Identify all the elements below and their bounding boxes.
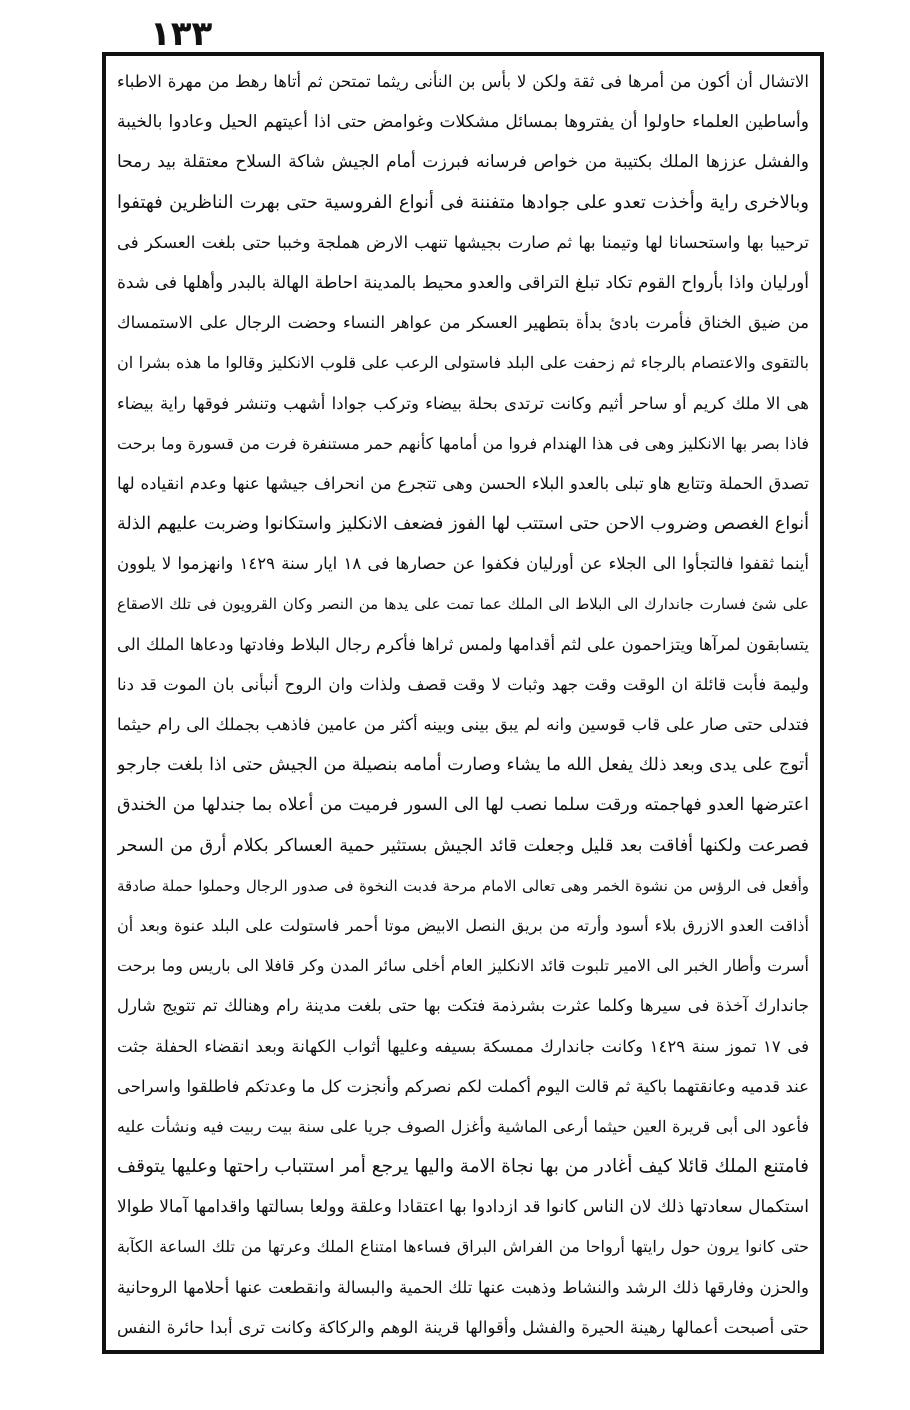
text-line: فى ١٧ تموز سنة ١٤٢٩ وكانت جاندارك ممسكة بسيفه وعليها أثواب الكهانة وبعد انقضاء الحفلة جثت	[117, 1036, 809, 1056]
text-line: بالتقوى والاعتصام بالرجاء ثم زحفت على البلد فاستولى الرعب على قلوب الانكليز وقالوا ما هذه بشرا ان	[117, 353, 809, 373]
text-line: استكمال سعادتها ذلك لان الناس كانوا قد ازدادوا بها اعتقادا وعلقة وولعا بسالتها واقدامها آمالا طوالا	[117, 1197, 809, 1218]
text-line: فصرعت ولكنها أفاقت بعد قليل وجعلت قائد الجيش بستثير حمية العساكر بكلام أرق من السحر	[117, 835, 809, 856]
text-line: أتوج على يدى وبعد ذلك يفعل الله ما يشاء وصارت أمامه بنصيلة من الجيش حتى اذا بلغت جارجو	[117, 755, 809, 776]
text-line: أسرت وأطار الخبر الى الامير تلبوت قائد الانكليز العام أخلى سائر المدن وكر قافلا الى باريس وما برحت	[117, 956, 809, 976]
text-line: هى الا ملك كريم أو ساحر أثيم وكانت ترتدى بحلة بيضاء وتركب جوادا أشهب وتنشر فوقها راية بيضاء	[117, 393, 809, 413]
text-line: جاندارك آخذة فى سيرها وكلما عثرت بشرذمة فتكت بها حتى بلغت مدينة رام وهنالك تم تتويج شارل	[117, 996, 809, 1016]
text-line: ترحيبا بها واستحسانا لها وتيمنا بها ثم صارت بجيشها تنهب الارض هملجة وخببا حتى بلغت العسكر فى	[117, 232, 809, 252]
text-line: والفشل عززها الملك بكتيبة من خواص فرسانه فبرزت أمام الجيش شاكة السلاح معتقلة بيد رمحا	[117, 152, 809, 173]
text-line: أذاقت العدو الازرق بلاء أسود وأرته من بريق النصل الابيض موتا أحمر فاستولت على البلد عنوة وبعد أن	[117, 915, 809, 935]
text-line: أورليان واذا بأرواح القوم تكاد تبلغ التراقى والعدو محيط بالمدينة احاطة الهالة بالبدر وأهلها فى شدة	[117, 272, 809, 293]
text-line: حتى أصبحت أعمالها رهينة الحيرة والفشل وأقوالها قرينة الوهم والركاكة وكانت ترى أبدا حائرة النفس	[117, 1317, 809, 1337]
text-line: فاذا بصر بها الانكليز وهى فى هذا الهندام فروا من أمامها كأنهم حمر مستنفرة فرت من قسورة وما برحت	[117, 433, 809, 453]
text-line: يتسابقون لمرآها ويتزاحمون على لثم أقدامها ولمس ثراها فأكرم رجال البلاط وفادتها ودعاها الملك الى	[117, 634, 809, 654]
text-line: حتى كانوا يرون حول رايتها أرواحا من الفراش البراق فساءها امتناع الملك وعرتها من تلك الساعة الكآبة	[117, 1237, 809, 1257]
page-number: ١٣٣	[150, 14, 213, 54]
text-line: فأعود الى أبى قريرة العين حيثما أرعى الماشية وأغزل الصوف جريا على سنة بيت ربيت فيه ونشأت عليه	[117, 1116, 809, 1136]
text-line: تصدق الحملة وتتابع هاو تبلى بالعدو البلاء الحسن وهى تتجرع من انحراف جيشها عنها وعدم انقياده لها	[117, 473, 809, 493]
text-line: اعترضها العدو فهاجمته ورقت سلما نصب لها الى السور فرميت من أعلاه بما جندلها من الخندق	[117, 795, 809, 816]
text-line: فتدلى حتى صار على قاب قوسين وانه لم يبق بينى وبينه أكثر من عامين فاذهب بجملك الى رام حيثما	[117, 715, 809, 734]
text-line: وليمة فأبت قائلة ان الوقت وقت جهد وثبات لا وقت قصف ولذات وان الروح أنبأنى بان الموت قد دنا	[117, 674, 809, 694]
text-line: فامتنع الملك قائلا كيف أغادر من بها نجاة الامة واليها يرجع أمر استتباب راحتها وعليها يتوقف	[117, 1156, 809, 1178]
text-line: وأفعل فى الرؤس من نشوة الخمر وهى تعالى الامام مرحة فدبت النخوة فى صدور الرجال وحملوا حملة صادقة	[117, 876, 809, 895]
text-line: والحزن وفارقها ذلك الرشد والنشاط وذهبت عنها تلك الحمية والبسالة وانقطعت عنها أحلامها الروحانية	[117, 1277, 809, 1297]
text-line: وأساطين العلماء حاولوا أن يفتروها بمسائل مشكلات وغوامض حتى اذا أعيتهم الحيل وعادوا بالخيبة	[117, 112, 809, 133]
text-line: على شئ فسارت جاندارك الى البلاط الى الملك عما تمت على يدها من النصر وكان القرويون فى تلك الاصقاع	[117, 595, 809, 614]
text-line: وبالاخرى راية وأخذت تعدو على جوادها متفننة فى أنواع الفروسية حتى بهرت الناظرين فهتفوا	[117, 191, 809, 213]
text-line: الاتشال أن أكون من أمرها فى ثقة ولكن لا بأس بن النأنى ريثما تمتحن ثم أتاها رهط من مهرة الاطباء	[117, 72, 809, 91]
text-line: أنواع الغصص وضروب الاحن حتى استتب لها الفوز فضعف الانكليز واستكانوا وضربت عليهم الذلة	[117, 514, 809, 535]
text-line: عند قدميه وعانقتهما باكية ثم قالت اليوم أكملت لكم نصركم وأنجزت كل ما وعدتكم فاطلقوا واسراحى	[117, 1076, 809, 1096]
text-line: من ضيق الخناق فأمرت بادئ بدأة بتطهير العسكر من عواهر النساء وحضت الرجال على الاستمساك	[117, 313, 809, 333]
text-line: أينما ثقفوا فالتجأوا الى الجلاء عن أورليان فكفوا عن حصارها فى ١٨ ايار سنة ١٤٢٩ وانهزموا لا يلوون	[117, 554, 809, 574]
text-frame	[102, 52, 824, 1354]
text-body	[117, 69, 809, 1341]
